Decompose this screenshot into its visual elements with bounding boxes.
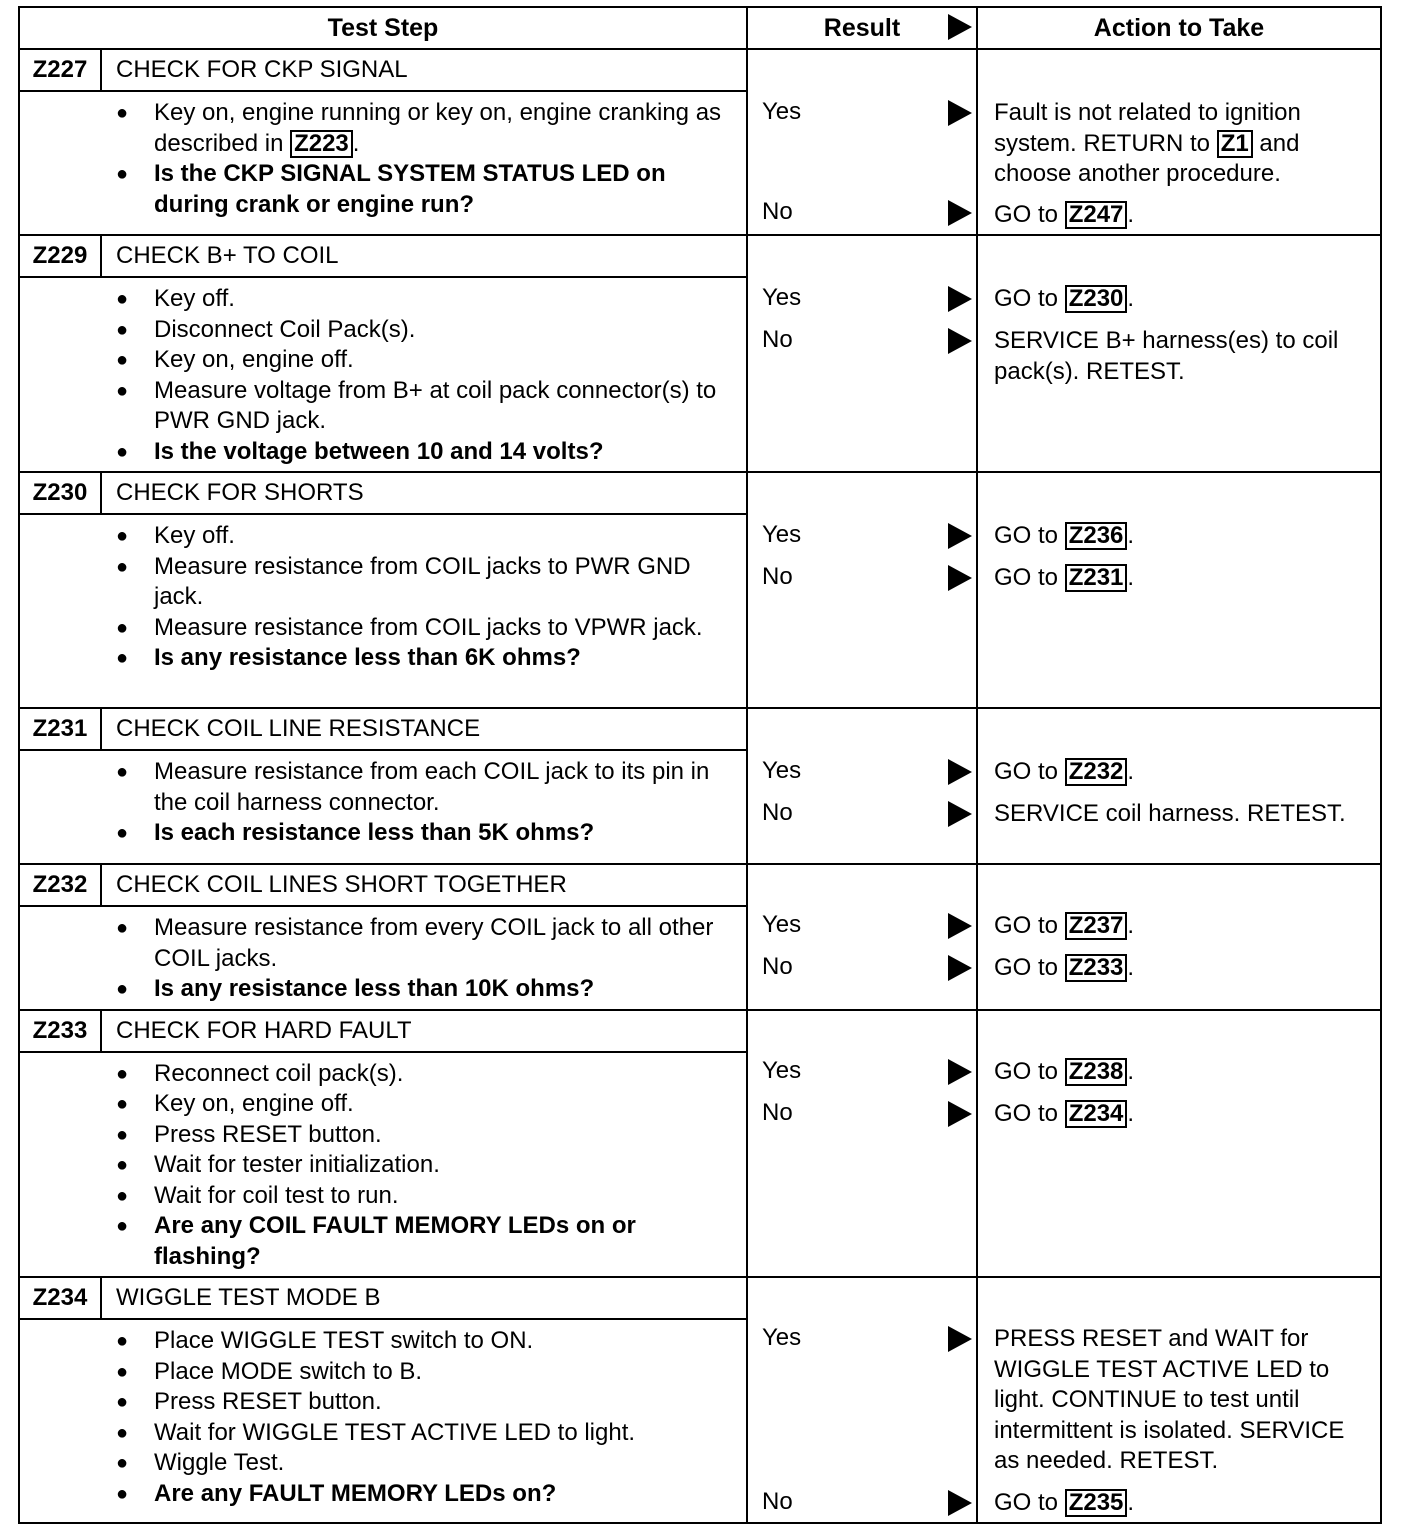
action-text: GO to Z236 . xyxy=(994,522,1135,549)
result-label-no: No xyxy=(762,198,793,225)
step-title: CHECK B+ TO COIL xyxy=(116,242,339,269)
arrow-right-icon xyxy=(948,523,972,549)
step-id: Z233 xyxy=(20,1011,102,1051)
step-id: Z234 xyxy=(20,1278,102,1318)
action-text: GO to Z247 . xyxy=(994,201,1135,228)
step-id: Z232 xyxy=(20,865,102,905)
table-row xyxy=(19,1010,1381,1278)
action-text: GO to Z237 . xyxy=(994,912,1135,939)
step-question: ● Is the CKP SIGNAL SYSTEM STATUS LED on during crank or engine run? xyxy=(116,159,746,220)
header-action: Action to Take xyxy=(977,7,1381,49)
step-title: CHECK FOR HARD FAULT xyxy=(116,1016,412,1044)
step-reference[interactable]: Z232 xyxy=(1065,758,1128,786)
step-question: ● Is the voltage between 10 and 14 volts? xyxy=(116,437,746,468)
step-instruction: ● Key on, engine running or key on, engine cranking as described in Z223 . xyxy=(116,98,746,159)
step-bullet-list xyxy=(20,913,746,1005)
header-test-step: Test Step xyxy=(19,7,747,49)
step-reference[interactable]: Z236 xyxy=(1065,522,1128,550)
arrow-right-icon xyxy=(948,328,972,354)
arrow-right-icon xyxy=(948,200,972,226)
test-step-cell xyxy=(19,1277,747,1523)
result-label-yes: Yes xyxy=(762,284,802,311)
step-instruction: ● Key on, engine off. xyxy=(116,345,746,376)
action-text: SERVICE B+ harness(es) to coil pack(s). RETEST. xyxy=(994,327,1339,385)
test-step-cell xyxy=(19,472,747,708)
action-text: PRESS RESET and WAIT for WIGGLE TEST ACTIVE LED to light. CONTINUE to test until intermittent is isolated. SERVICE as needed. RETEST. xyxy=(994,1325,1345,1474)
action-text: GO to Z233 . xyxy=(994,954,1135,981)
result-label-yes: Yes xyxy=(762,1324,802,1351)
step-id: Z231 xyxy=(20,709,102,749)
table-row xyxy=(19,472,1381,708)
result-label-no: No xyxy=(762,799,793,826)
result-cell xyxy=(747,1277,977,1523)
test-step-cell xyxy=(19,49,747,235)
step-title: WIGGLE TEST MODE B xyxy=(116,1284,381,1311)
step-header xyxy=(20,865,746,907)
action-cell xyxy=(977,708,1381,864)
step-instruction: ● Place MODE switch to B. xyxy=(116,1357,746,1388)
test-step-cell xyxy=(19,1010,747,1278)
action-cell xyxy=(977,1277,1381,1523)
step-reference[interactable]: Z235 xyxy=(1065,1489,1128,1517)
test-step-cell xyxy=(19,708,747,864)
step-bullet-list xyxy=(20,1059,746,1273)
table-header-row xyxy=(19,7,1381,49)
step-question: ● Is any resistance less than 10K ohms? xyxy=(116,974,746,1005)
step-question: ● Are any FAULT MEMORY LEDs on? xyxy=(116,1479,746,1510)
step-instruction: ● Measure resistance from COIL jacks to PWR GND jack. xyxy=(116,552,746,613)
arrow-right-icon xyxy=(948,801,972,827)
step-reference[interactable]: Z238 xyxy=(1065,1058,1128,1086)
arrow-right-icon xyxy=(948,1101,972,1127)
result-label-yes: Yes xyxy=(762,911,802,938)
step-title: CHECK FOR CKP SIGNAL xyxy=(116,56,408,83)
result-label-no: No xyxy=(762,953,793,980)
step-reference[interactable]: Z230 xyxy=(1065,285,1128,313)
action-text: GO to Z232 . xyxy=(994,758,1135,785)
step-reference[interactable]: Z233 xyxy=(1065,954,1128,982)
result-label-no: No xyxy=(762,563,793,590)
step-question: ● Is any resistance less than 6K ohms? xyxy=(116,643,746,674)
step-instruction: ● Key off. xyxy=(116,284,746,315)
result-cell xyxy=(747,49,977,235)
step-instruction: ● Press RESET button. xyxy=(116,1120,746,1151)
result-label-yes: Yes xyxy=(762,521,802,548)
action-text: GO to Z234 . xyxy=(994,1099,1135,1127)
result-cell xyxy=(747,472,977,708)
step-header xyxy=(20,50,746,92)
arrow-right-icon xyxy=(948,1326,972,1352)
step-instruction: ● Place WIGGLE TEST switch to ON. xyxy=(116,1326,746,1357)
step-bullet-list xyxy=(20,1326,746,1509)
step-instruction: ● Press RESET button. xyxy=(116,1387,746,1418)
step-reference[interactable]: Z1 xyxy=(1217,130,1253,158)
table-row xyxy=(19,49,1381,235)
action-text: Fault is not related to ignition system. RETURN to Z1 and choose another procedure. xyxy=(994,99,1301,187)
arrow-right-icon xyxy=(948,286,972,312)
arrow-right-icon xyxy=(948,759,972,785)
step-bullet-list xyxy=(20,98,746,220)
step-instruction: ● Key on, engine off. xyxy=(116,1089,746,1120)
step-reference[interactable]: Z234 xyxy=(1065,1100,1128,1128)
step-id: Z230 xyxy=(20,473,102,513)
step-question: ● Are any COIL FAULT MEMORY LEDs on or flashing? xyxy=(116,1211,746,1272)
step-instruction: ● Disconnect Coil Pack(s). xyxy=(116,315,746,346)
table-row xyxy=(19,1277,1381,1523)
step-instruction: ● Key off. xyxy=(116,521,746,552)
step-reference[interactable]: Z247 xyxy=(1065,201,1128,229)
step-instruction: ● Measure resistance from each COIL jack to its pin in the coil harness connector. xyxy=(116,757,746,818)
action-cell xyxy=(977,49,1381,235)
result-label-yes: Yes xyxy=(762,98,802,125)
step-header xyxy=(20,473,746,515)
step-id: Z229 xyxy=(20,236,102,276)
step-instruction: ● Wait for tester initialization. xyxy=(116,1150,746,1181)
action-cell xyxy=(977,472,1381,708)
step-header xyxy=(20,709,746,751)
action-text: GO to Z235 . xyxy=(994,1489,1135,1516)
step-header xyxy=(20,1011,746,1053)
step-reference[interactable]: Z223 xyxy=(290,130,353,158)
arrow-right-icon xyxy=(948,565,972,591)
action-text: GO to Z230 . xyxy=(994,285,1135,312)
step-bullet-list xyxy=(20,757,746,849)
arrow-right-icon xyxy=(948,913,972,939)
arrow-right-icon xyxy=(948,14,972,40)
action-cell xyxy=(977,1010,1381,1278)
step-bullet-list xyxy=(20,284,746,467)
step-instruction: ● Measure resistance from COIL jacks to VPWR jack. xyxy=(116,613,746,644)
test-step-cell xyxy=(19,235,747,472)
header-result-label: Result xyxy=(823,13,901,42)
arrow-right-icon xyxy=(948,1490,972,1516)
result-cell xyxy=(747,1010,977,1278)
step-question: ● Is each resistance less than 5K ohms? xyxy=(116,818,746,849)
result-cell xyxy=(747,235,977,472)
step-title: CHECK FOR SHORTS xyxy=(116,479,364,506)
step-instruction: ● Wiggle Test. xyxy=(116,1448,746,1479)
step-instruction: ● Reconnect coil pack(s). xyxy=(116,1059,746,1090)
table-row xyxy=(19,708,1381,864)
step-title: CHECK COIL LINE RESISTANCE xyxy=(116,715,481,742)
step-title: CHECK COIL LINES SHORT TOGETHER xyxy=(116,871,567,898)
table-row xyxy=(19,864,1381,1010)
arrow-right-icon xyxy=(948,100,972,126)
action-text: GO to Z231 . xyxy=(994,564,1135,591)
step-instruction: ● Measure voltage from B+ at coil pack connector(s) to PWR GND jack. xyxy=(116,376,746,437)
step-bullet-list xyxy=(20,521,746,674)
step-header xyxy=(20,236,746,278)
action-cell xyxy=(977,235,1381,472)
test-step-cell xyxy=(19,864,747,1010)
action-cell xyxy=(977,864,1381,1010)
step-instruction: ● Wait for WIGGLE TEST ACTIVE LED to light. xyxy=(116,1418,746,1449)
result-label-no: No xyxy=(762,1488,793,1515)
step-instruction: ● Wait for coil test to run. xyxy=(116,1181,746,1212)
arrow-right-icon xyxy=(948,955,972,981)
step-id: Z227 xyxy=(20,50,102,90)
result-label-no: No xyxy=(762,326,793,353)
step-reference[interactable]: Z231 xyxy=(1065,564,1128,592)
action-text: SERVICE coil harness. RETEST. xyxy=(994,800,1346,827)
action-text: GO to Z238 . xyxy=(994,1057,1135,1085)
diagnostic-table xyxy=(18,6,1382,1524)
arrow-right-icon xyxy=(948,1059,972,1085)
result-label-yes: Yes xyxy=(762,757,802,784)
step-instruction: ● Measure resistance from every COIL jack to all other COIL jacks. xyxy=(116,913,746,974)
result-label-yes: Yes xyxy=(762,1056,802,1084)
step-reference[interactable]: Z237 xyxy=(1065,912,1128,940)
result-cell xyxy=(747,708,977,864)
result-cell xyxy=(747,864,977,1010)
step-header xyxy=(20,1278,746,1320)
header-result xyxy=(747,7,977,49)
table-row xyxy=(19,235,1381,472)
result-label-no: No xyxy=(762,1098,793,1126)
